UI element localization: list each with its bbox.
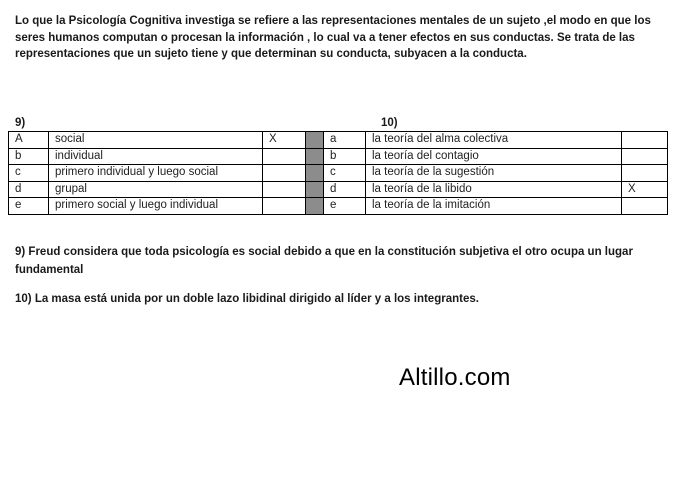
q10-option-letter: a <box>324 132 366 149</box>
watermark-text: Altillo.com <box>399 364 511 391</box>
table-row <box>9 165 668 182</box>
intro-paragraph: Lo que la Psicología Cognitiva investiga se refiere a las representaciones mentales de un sujeto ,el modo en que los seres humanos computan o procesan la información , lo cual va a tener efectos en sus conductas. Se trata de las representaciones que un sujeto tiene y que determinan su conducta, subyacen a la conducta. <box>15 15 651 60</box>
q9-option-text: primero individual y luego social <box>49 165 263 182</box>
q10-option-mark: X <box>622 181 668 198</box>
question-9-label: 9) <box>15 117 26 129</box>
statement-9: 9) Freud considera que toda psicología es social debido a que en la constitución subjetiva el otro ocupa un lugar fundamental <box>15 246 633 276</box>
answers-table <box>8 131 668 215</box>
question-10-label: 10) <box>381 117 398 129</box>
q10-option-text: la teoría del contagio <box>366 148 622 165</box>
q9-option-text: individual <box>49 148 263 165</box>
q9-option-mark <box>263 181 306 198</box>
table-row <box>9 198 668 215</box>
table-row <box>9 181 668 198</box>
column-separator <box>306 198 324 215</box>
q10-option-letter: b <box>324 148 366 165</box>
column-separator <box>306 148 324 165</box>
q9-option-mark <box>263 165 306 182</box>
q9-option-text: primero social y luego individual <box>49 198 263 215</box>
q9-option-letter: c <box>9 165 49 182</box>
q9-option-mark: X <box>263 132 306 149</box>
q10-option-text: la teoría de la sugestión <box>366 165 622 182</box>
q9-option-letter: A <box>9 132 49 149</box>
column-separator <box>306 132 324 149</box>
q10-option-text: la teoría del alma colectiva <box>366 132 622 149</box>
q10-option-mark <box>622 198 668 215</box>
q9-option-mark <box>263 148 306 165</box>
q9-option-letter: d <box>9 181 49 198</box>
q9-option-letter: b <box>9 148 49 165</box>
table-row <box>9 132 668 149</box>
table-row <box>9 148 668 165</box>
q10-option-mark <box>622 165 668 182</box>
q10-option-mark <box>622 132 668 149</box>
column-separator <box>306 181 324 198</box>
q9-option-text: social <box>49 132 263 149</box>
q9-option-text: grupal <box>49 181 263 198</box>
q9-option-mark <box>263 198 306 215</box>
column-separator <box>306 165 324 182</box>
q9-option-letter: e <box>9 198 49 215</box>
statement-10: 10) La masa está unida por un doble lazo libidinal dirigido al líder y a los integrantes. <box>15 293 479 305</box>
q10-option-letter: e <box>324 198 366 215</box>
q10-option-text: la teoría de la imitación <box>366 198 622 215</box>
q10-option-text: la teoría de la libido <box>366 181 622 198</box>
q10-option-mark <box>622 148 668 165</box>
q10-option-letter: c <box>324 165 366 182</box>
q10-option-letter: d <box>324 181 366 198</box>
